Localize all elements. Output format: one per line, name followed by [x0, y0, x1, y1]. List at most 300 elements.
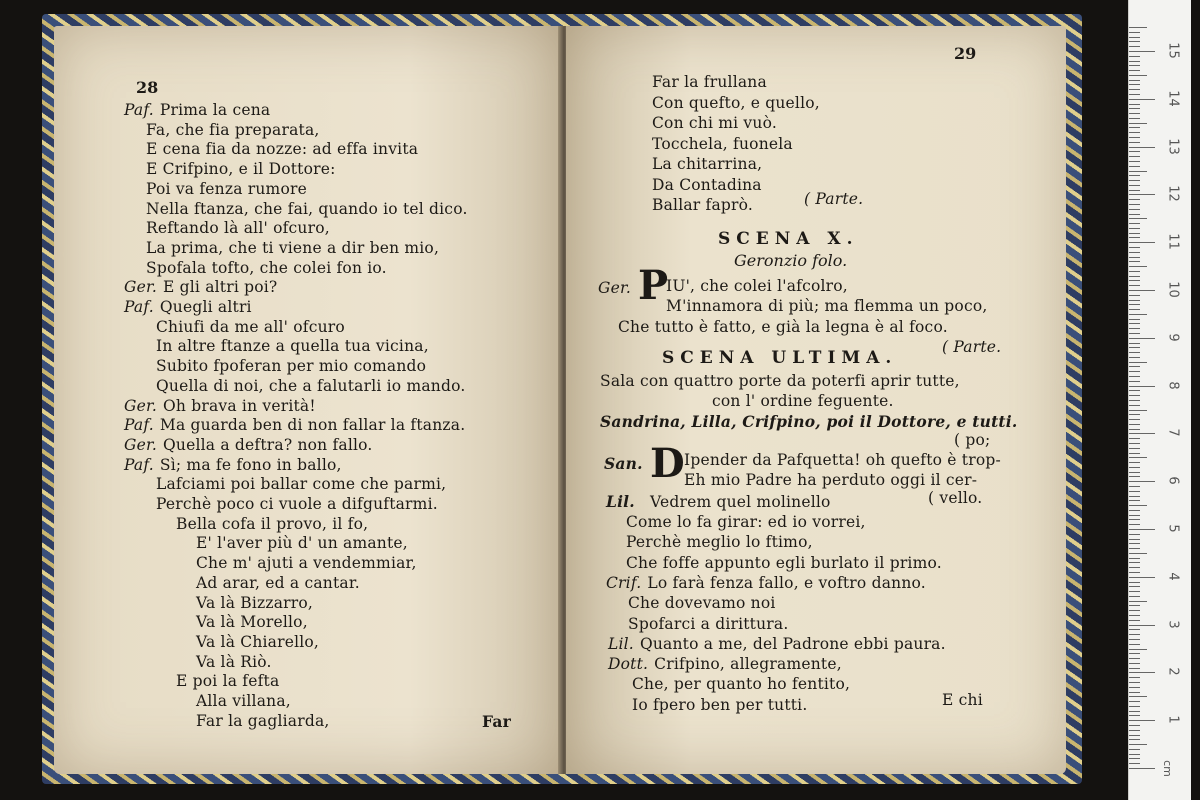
ruler-tick	[1129, 486, 1140, 487]
dialogue-line	[196, 593, 313, 613]
ruler-tick	[1129, 749, 1140, 750]
ruler-tick	[1129, 185, 1140, 186]
ruler-tick	[1129, 70, 1140, 71]
ruler-tick	[1129, 625, 1155, 626]
ruler-label: 9	[1165, 333, 1181, 342]
ruler-tick	[1129, 505, 1147, 506]
ruler-tick	[1129, 214, 1140, 215]
dialogue-line	[124, 415, 465, 435]
ruler-label: 14	[1165, 90, 1181, 107]
ruler-tick	[1129, 132, 1140, 133]
ruler-tick	[1129, 687, 1140, 688]
dialogue-line: Vedrem quel molinello	[650, 493, 831, 511]
ruler-tick	[1129, 338, 1155, 339]
dialogue-line	[196, 573, 360, 593]
dialogue-line	[156, 474, 446, 494]
dialogue-line	[124, 297, 252, 317]
ruler-tick	[1129, 735, 1140, 736]
ruler-tick	[1129, 37, 1140, 38]
ruler-tick	[1129, 615, 1140, 616]
ruler-tick	[1129, 577, 1155, 578]
ruler-tick	[1129, 644, 1140, 645]
ruler-tick	[1129, 280, 1140, 281]
ruler-tick	[1129, 381, 1140, 382]
ruler-tick	[1129, 414, 1140, 415]
ruler-tick	[1129, 543, 1140, 544]
dialogue-line	[608, 634, 946, 654]
ruler-tick	[1129, 586, 1140, 587]
ruler-tick	[1129, 472, 1140, 473]
ruler-tick	[1129, 41, 1140, 42]
ruler-tick	[1129, 524, 1140, 525]
line-text: Lo farà fenza fallo, e voftro danno.	[647, 573, 926, 592]
ruler-tick	[1129, 758, 1140, 759]
ruler-tick	[1129, 491, 1140, 492]
ruler-tick	[1129, 309, 1140, 310]
dialogue-line: Eh mio Padre ha perduto oggi il cer-	[684, 471, 978, 489]
dialogue-line	[124, 396, 316, 416]
ruler-tick	[1129, 424, 1140, 425]
cast-list: Sandrina, Lilla, Crifpino, poi il Dottore, e tutti.	[600, 412, 1018, 431]
dialogue-line	[196, 553, 417, 573]
ruler-tick	[1129, 730, 1140, 731]
ruler-tick	[1129, 763, 1140, 764]
ruler-tick	[1129, 209, 1140, 210]
ruler-tick	[1129, 701, 1140, 702]
line-tail: ( vello.	[928, 489, 983, 507]
ruler-tick	[1129, 744, 1147, 745]
dialogue-line	[626, 512, 866, 532]
ruler-tick	[1129, 194, 1155, 195]
line-text: Lafciami poi ballar come che parmi,	[156, 475, 447, 494]
ruler-tick	[1129, 720, 1155, 721]
line-text: Che dovevamo noi	[628, 594, 776, 613]
line-text: La prima, che ti viene a dir ben mio,	[146, 238, 440, 257]
ruler-tick	[1129, 347, 1140, 348]
ruler-tick	[1129, 706, 1140, 707]
ruler-tick	[1129, 51, 1155, 52]
ruler-tick	[1129, 261, 1140, 262]
ruler-tick	[1129, 175, 1140, 176]
line-text: Che m' ajuti a vendemmiar,	[196, 554, 417, 573]
ruler-label: 7	[1165, 428, 1181, 438]
ruler-tick	[1129, 649, 1147, 650]
ruler-tick	[1129, 395, 1140, 396]
dialogue-line	[196, 711, 330, 731]
line-text: E Crifpino, e il Dottore:	[146, 160, 336, 179]
dialogue-line	[626, 532, 813, 552]
ruler-label: 1	[1165, 715, 1181, 724]
song-line: La chitarrina,	[652, 155, 763, 173]
ruler-tick	[1129, 366, 1140, 367]
ruler-tick	[1129, 75, 1147, 76]
ruler-tick	[1129, 390, 1140, 391]
speaker-name: Paf.	[124, 455, 154, 474]
ruler-label: 12	[1165, 185, 1181, 203]
ruler-tick	[1129, 386, 1155, 387]
ruler-tick	[1129, 739, 1140, 740]
ruler-tick	[1129, 104, 1140, 105]
line-text: Perchè poco ci vuole a difguftarmi.	[156, 495, 438, 513]
ruler-tick	[1129, 151, 1140, 152]
dialogue-line	[124, 277, 277, 297]
ruler-label: 6	[1165, 476, 1181, 485]
ruler-tick	[1129, 94, 1140, 95]
dialogue-line	[146, 199, 468, 219]
ruler-tick	[1129, 515, 1140, 516]
line-text: Va là Riò.	[196, 652, 272, 671]
ruler-tick	[1129, 605, 1140, 606]
ruler-tick	[1129, 663, 1140, 664]
ruler-tick	[1129, 180, 1140, 181]
line-text: Reftando là all' ofcuro,	[146, 219, 330, 238]
ruler-tick	[1129, 553, 1147, 554]
catchword: Far	[482, 712, 511, 731]
ruler-tick	[1129, 333, 1140, 334]
line-text: Subito fpoferan per mio comando	[156, 357, 427, 376]
dialogue-line	[176, 514, 368, 534]
ruler-tick	[1129, 285, 1140, 286]
dialogue-line	[196, 691, 291, 711]
page-number: 29	[954, 44, 977, 63]
ruler-tick	[1129, 376, 1140, 377]
dialogue-line	[124, 100, 270, 120]
dialogue-line	[176, 671, 279, 691]
line-text: E' l'aver più d' un amante,	[196, 534, 408, 553]
dialogue-line	[156, 317, 345, 337]
dialogue-line	[146, 159, 336, 179]
ruler-tick	[1129, 27, 1147, 28]
ruler-tick	[1129, 357, 1140, 358]
line-tail: ( po;	[954, 431, 991, 449]
dialogue-line	[124, 455, 342, 475]
speaker-name: Crif.	[606, 573, 642, 592]
ruler-tick	[1129, 142, 1140, 143]
ruler-tick	[1129, 218, 1147, 219]
left-page	[54, 26, 562, 774]
line-text: Spofala tofto, che colei fon io.	[146, 258, 387, 277]
speaker-name: Ger.	[124, 396, 157, 415]
ruler-tick	[1129, 658, 1140, 659]
ruler-tick	[1129, 548, 1140, 549]
ruler-tick	[1129, 56, 1140, 57]
line-text: Spofarci a dirittura.	[628, 614, 789, 633]
line-text: Alla villana,	[196, 692, 291, 710]
song-line: Con quefto, e quello,	[652, 93, 820, 112]
dialogue-line	[146, 218, 330, 238]
ruler-tick	[1129, 123, 1147, 124]
line-text: Nella ftanza, che fai, quando io tel dico.	[146, 199, 468, 218]
ruler-tick	[1129, 601, 1147, 602]
ruler-tick	[1129, 32, 1140, 33]
line-text: Ad arar, ed a cantar.	[196, 573, 360, 592]
ruler-tick	[1129, 118, 1140, 119]
dialogue-line	[606, 573, 926, 593]
ruler-tick	[1129, 410, 1147, 411]
ruler-tick	[1129, 419, 1140, 420]
ruler-tick	[1129, 653, 1140, 654]
line-text: In altre ftanze a quella tua vicina,	[156, 337, 429, 356]
dialogue-line	[196, 652, 272, 672]
ruler-tick	[1129, 314, 1147, 315]
ruler-tick	[1129, 233, 1140, 234]
ruler-tick	[1129, 147, 1155, 148]
ruler-tick	[1129, 257, 1140, 258]
ruler-unit: cm	[1160, 760, 1174, 777]
dialogue-line	[628, 614, 788, 634]
ruler-tick	[1129, 204, 1140, 205]
ruler-tick	[1129, 672, 1155, 673]
ruler-tick	[1129, 453, 1140, 454]
dialogue-line	[146, 179, 307, 199]
ruler-tick	[1129, 405, 1140, 406]
ruler-tick	[1129, 462, 1140, 463]
song-line: Con chi mi vuò.	[652, 114, 777, 132]
ruler-tick	[1129, 190, 1140, 191]
ruler-tick	[1129, 596, 1140, 597]
ruler-tick	[1129, 89, 1140, 90]
ruler-tick	[1129, 46, 1140, 47]
ruler-tick	[1129, 715, 1140, 716]
ruler-tick	[1129, 539, 1140, 540]
ruler-tick	[1129, 457, 1147, 458]
scene-title: SCENA ULTIMA.	[662, 348, 898, 368]
ruler-tick	[1129, 639, 1140, 640]
ruler-tick	[1129, 137, 1140, 138]
ruler-tick	[1129, 567, 1140, 568]
line-text: Oh brava in verità!	[163, 396, 316, 415]
speaker-name: Paf.	[124, 298, 154, 316]
dialogue-line	[146, 139, 418, 159]
ruler-tick	[1129, 371, 1140, 372]
stage-direction-exit: ( Parte.	[804, 190, 864, 208]
ruler-tick	[1129, 166, 1140, 167]
ruler-tick	[1129, 161, 1140, 162]
ruler-tick	[1129, 295, 1140, 296]
dialogue-line	[632, 674, 850, 694]
ruler-tick	[1129, 496, 1140, 497]
ruler-tick	[1129, 433, 1155, 434]
dialogue-line	[156, 336, 429, 356]
song-line: Ballar faprò.	[652, 196, 754, 214]
ruler-tick	[1129, 448, 1140, 449]
dialogue-line: Che tutto è fatto, e già la legna è al foco.	[618, 318, 948, 336]
speaker-name: Lil.	[608, 634, 634, 653]
speaker-name: Paf.	[124, 416, 154, 435]
ruler-label: 10	[1165, 281, 1181, 298]
ruler-tick	[1129, 682, 1140, 683]
ruler-tick	[1129, 582, 1140, 583]
song-line: Da Contadina	[652, 175, 762, 194]
line-text: Quella di noi, che a falutarli io mando.	[156, 376, 466, 395]
ruler-tick	[1129, 252, 1140, 253]
ruler-label: 5	[1165, 524, 1181, 533]
line-text: Quanto a me, del Padrone ebbi paura.	[639, 634, 946, 653]
ruler-tick	[1129, 276, 1140, 277]
ruler-label: 4	[1165, 572, 1181, 581]
dialogue-line	[146, 258, 387, 278]
page-number: 28	[136, 78, 159, 97]
stage-direction: con l' ordine feguente.	[712, 392, 894, 410]
ruler-tick	[1129, 242, 1155, 243]
ruler-tick	[1129, 467, 1140, 468]
ruler-tick	[1129, 343, 1140, 344]
ruler-tick	[1129, 271, 1140, 272]
ruler-tick	[1129, 80, 1140, 81]
ruler-tick	[1129, 113, 1140, 114]
right-page	[566, 26, 1066, 774]
ruler-tick	[1129, 266, 1147, 267]
line-text: Come lo fa girar: ed io vorrei,	[626, 513, 866, 531]
ruler-tick	[1129, 725, 1140, 726]
ruler-tick	[1129, 171, 1147, 172]
speaker-name: Lil.	[606, 492, 635, 511]
ruler-tick	[1129, 692, 1140, 693]
ruler-label: 3	[1165, 619, 1181, 629]
speaker-name: Ger.	[124, 435, 157, 454]
scale-ruler	[1128, 0, 1191, 800]
line-text: Fa, che fia preparata,	[146, 120, 320, 139]
line-text: Bella cofa il provo, il fo,	[176, 514, 369, 533]
ruler-tick	[1129, 754, 1140, 755]
dialogue-line: M'innamora di più; ma flemma un poco,	[666, 297, 988, 315]
line-text: Prima la cena	[159, 101, 271, 119]
ruler-tick	[1129, 362, 1147, 363]
line-text: Crifpino, allegramente,	[654, 655, 842, 674]
line-text: E cena fia da nozze: ad effa invita	[146, 140, 419, 159]
dialogue-line	[156, 376, 466, 396]
line-text: Far la gagliarda,	[196, 711, 330, 730]
ruler-tick	[1129, 677, 1140, 678]
ruler-tick	[1129, 711, 1140, 712]
dialogue-line	[628, 593, 776, 613]
catchword: E chi	[942, 691, 983, 709]
dialogue-line	[196, 632, 319, 652]
ruler-tick	[1129, 61, 1140, 62]
dialogue-line	[608, 654, 842, 674]
dialogue-line	[632, 695, 807, 715]
dialogue-line: Ipender da Pafquetta! oh quefto è trop-	[684, 451, 1001, 469]
ruler-tick	[1129, 610, 1140, 611]
ruler-tick	[1129, 352, 1140, 353]
line-text: Va là Bizzarro,	[196, 593, 314, 612]
ruler-tick	[1129, 696, 1147, 697]
ruler-label: 15	[1165, 42, 1181, 59]
dialogue-line	[196, 533, 408, 553]
ruler-tick	[1129, 300, 1140, 301]
ruler-tick	[1129, 328, 1140, 329]
speaker-name: Paf.	[124, 101, 154, 119]
dialogue-line	[156, 356, 426, 376]
drop-capital: D	[650, 440, 685, 487]
line-text: Perchè meglio lo ftimo,	[626, 533, 813, 552]
ruler-tick	[1129, 237, 1140, 238]
dialogue-line	[196, 612, 308, 632]
line-text: Va là Morello,	[196, 613, 308, 632]
ruler-label: 8	[1165, 380, 1181, 390]
dialogue-line: IU', che colei l'afcolro,	[666, 277, 848, 295]
line-text: Quegli altri	[159, 298, 252, 316]
ruler-tick	[1129, 223, 1140, 224]
ruler-tick	[1129, 591, 1140, 592]
ruler-tick	[1129, 108, 1140, 109]
ruler-label: 13	[1165, 137, 1181, 155]
line-text: E poi la fefta	[176, 672, 280, 691]
ruler-tick	[1129, 634, 1140, 635]
line-text: Ma guarda ben di non fallar la ftanza.	[159, 416, 466, 435]
ruler-tick	[1129, 668, 1140, 669]
ruler-label: 11	[1165, 233, 1181, 250]
line-text: Poi va fenza rumore	[146, 179, 307, 198]
song-line: Tocchela, fuonela	[652, 134, 793, 153]
speaker-name: San.	[604, 454, 643, 473]
song-line: Far la frullana	[652, 73, 767, 91]
ruler-tick	[1129, 476, 1140, 477]
ruler-tick	[1129, 572, 1140, 573]
line-text: Quella a deftra? non fallo.	[163, 435, 373, 454]
speaker-name: Ger.	[124, 278, 157, 297]
ruler-tick	[1129, 99, 1155, 100]
line-text: Io fpero ben per tutti.	[632, 695, 808, 714]
ruler-tick	[1129, 247, 1140, 248]
scene-title: SCENA X.	[718, 229, 859, 249]
dialogue-line	[626, 553, 942, 573]
dialogue-line	[146, 238, 439, 258]
ruler-label: 2	[1165, 667, 1181, 677]
ruler-tick	[1129, 429, 1140, 430]
drop-capital: P	[638, 262, 669, 309]
dialogue-line	[124, 435, 373, 455]
ruler-tick	[1129, 290, 1155, 291]
ruler-tick	[1129, 84, 1140, 85]
line-text: E gli altri poi?	[163, 278, 278, 297]
ruler-tick	[1129, 558, 1140, 559]
ruler-tick	[1129, 529, 1155, 530]
ruler-tick	[1129, 438, 1140, 439]
ruler-tick	[1129, 562, 1140, 563]
ruler-tick	[1129, 629, 1140, 630]
line-text: Sì; ma fe fono in ballo,	[159, 455, 342, 474]
ruler-tick	[1129, 323, 1140, 324]
ruler-tick	[1129, 481, 1155, 482]
ruler-tick	[1129, 127, 1140, 128]
ruler-tick	[1129, 228, 1140, 229]
stage-direction-exit: ( Parte.	[942, 338, 1002, 356]
speaker-name: Ger.	[598, 279, 631, 297]
ruler-tick	[1129, 443, 1140, 444]
ruler-tick	[1129, 500, 1140, 501]
ruler-tick	[1129, 534, 1140, 535]
ruler-tick	[1129, 620, 1140, 621]
speaker-name: Dott.	[608, 655, 649, 674]
ruler-tick	[1129, 319, 1140, 320]
ruler-tick	[1129, 519, 1140, 520]
stage-direction: Sala con quattro porte da poterfi aprir tutte,	[600, 372, 960, 390]
line-text: Va là Chiarello,	[196, 632, 320, 651]
ruler-tick	[1129, 65, 1140, 66]
ruler-tick	[1129, 768, 1155, 769]
line-text: Che foffe appunto egli burlato il primo.	[626, 553, 942, 572]
dialogue-line	[156, 494, 438, 514]
ruler-tick	[1129, 199, 1140, 200]
ruler-tick	[1129, 510, 1140, 511]
line-text: Chiufi da me all' ofcuro	[156, 317, 345, 336]
scene-subtitle: Geronzio folo.	[734, 251, 848, 270]
ruler-tick	[1129, 156, 1140, 157]
ruler-tick	[1129, 400, 1140, 401]
ruler-tick	[1129, 304, 1140, 305]
dialogue-line	[146, 120, 320, 140]
